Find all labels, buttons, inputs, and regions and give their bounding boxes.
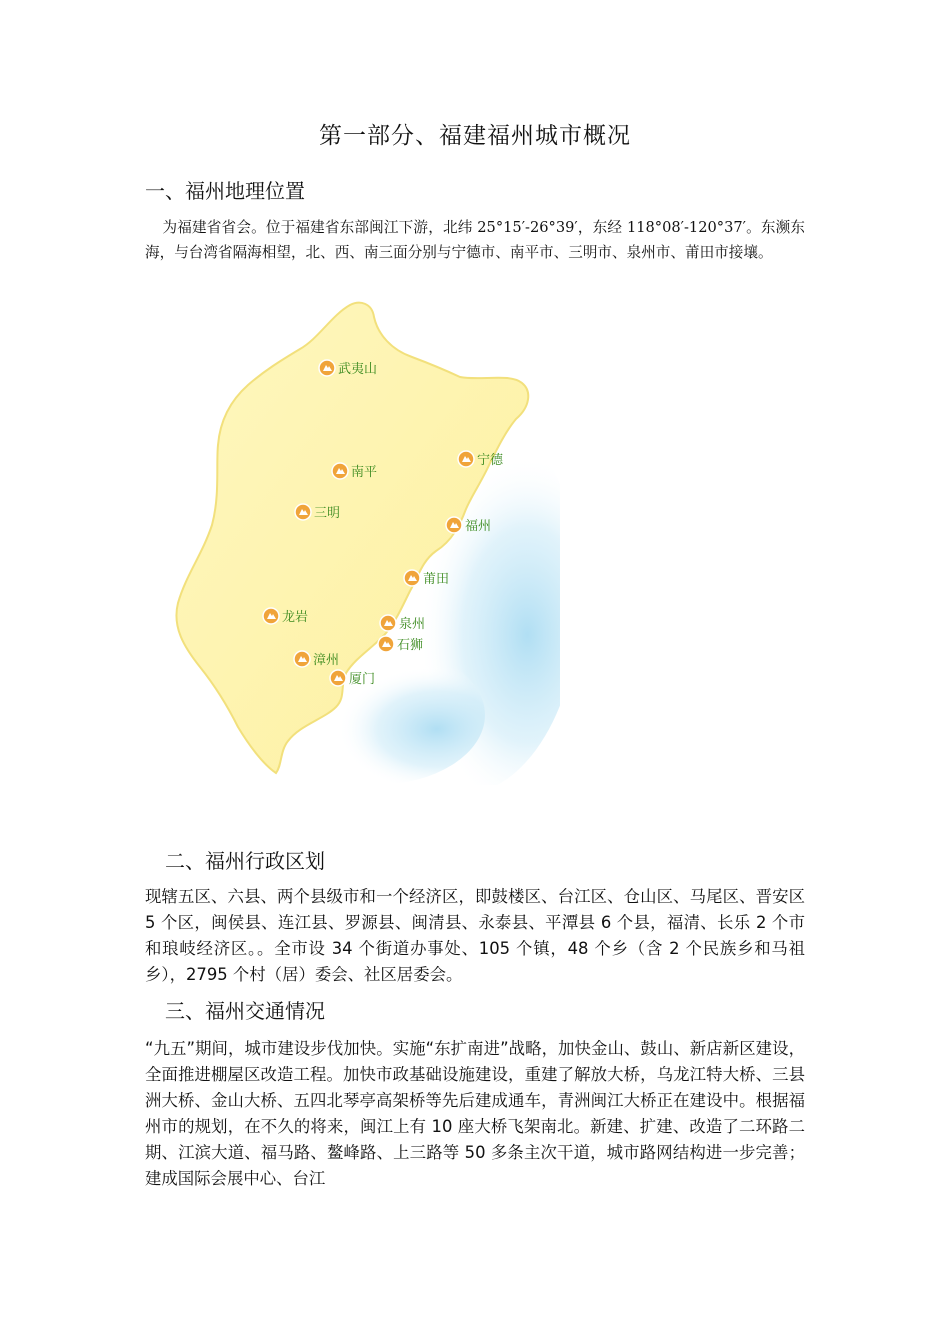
city-label: 福州 [465,519,492,534]
city-label: 泉州 [399,617,426,632]
transport-paragraph: “九五”期间，城市建设步伐加快。实施“东扩南进”战略，加快金山、鼓山、新店新区建设，全面推进棚屋区改造工程。加快市政基础设施建设，重建了解放大桥，乌龙江特大桥、三县洲大桥、金山大桥、五四北琴亭高架桥等先后建成通车，青洲闽江大桥正在建设中。根据福州市的规划，在不久的将来，闽江上有 10 座大桥飞架南北。新建、扩建、改造了二环路二期、江滨大道、福马路、鳌峰路、上三路等 50 多条主次干道，城市路网结构进一步完善；建成国际会展中心、台江 [145,1039,805,1188]
city-label: 厦门 [349,672,376,687]
location-paragraph: 为福建省省会。位于福建省东部闽江下游，北纬 25°15′-26°39′，东经 118°08′-120°37′。东濒东海，与台湾省隔海相望，北、西、南三面分别与宁德市、南平市、三明市、泉州市、莆田市接壤。 [145,219,805,261]
city-2 [332,463,377,480]
section-heading-transport: 三、福州交通情况 [165,999,325,1023]
fujian-map [160,295,560,785]
city-0 [319,360,377,377]
city-label: 龙岩 [282,610,309,625]
city-label: 三明 [314,506,341,521]
page-title: 第一部分、福建福州城市概况 [319,123,631,149]
city-label: 南平 [351,465,378,480]
city-3 [295,504,340,521]
city-8 [378,636,423,653]
city-label: 武夷山 [338,362,378,377]
city-label: 宁德 [477,453,504,468]
city-label: 漳州 [313,653,340,668]
city-6 [263,608,308,625]
city-1 [458,451,504,468]
city-5 [404,570,449,587]
section-heading-location: 一、福州地理位置 [145,179,305,203]
city-label: 莆田 [423,572,450,587]
admin-paragraph: 现辖五区、六县、两个县级市和一个经济区，即鼓楼区、台江区、仓山区、马尾区、晋安区 5 个区，闽侯县、连江县、罗源县、闽清县、永泰县、平潭县 6 个县，福清、长乐 2 个市和琅岐经济区。。全市设 34 个街道办事处、105 个镇，48 个乡（含 2 个民族乡和马祖乡），2795 个村（居）委会、社区居委会。 [145,887,805,984]
section-heading-admin: 二、福州行政区划 [165,849,325,873]
city-4 [446,517,491,534]
city-10 [330,670,375,687]
city-9 [294,651,339,668]
city-7 [380,615,425,632]
city-label: 石狮 [397,638,424,653]
